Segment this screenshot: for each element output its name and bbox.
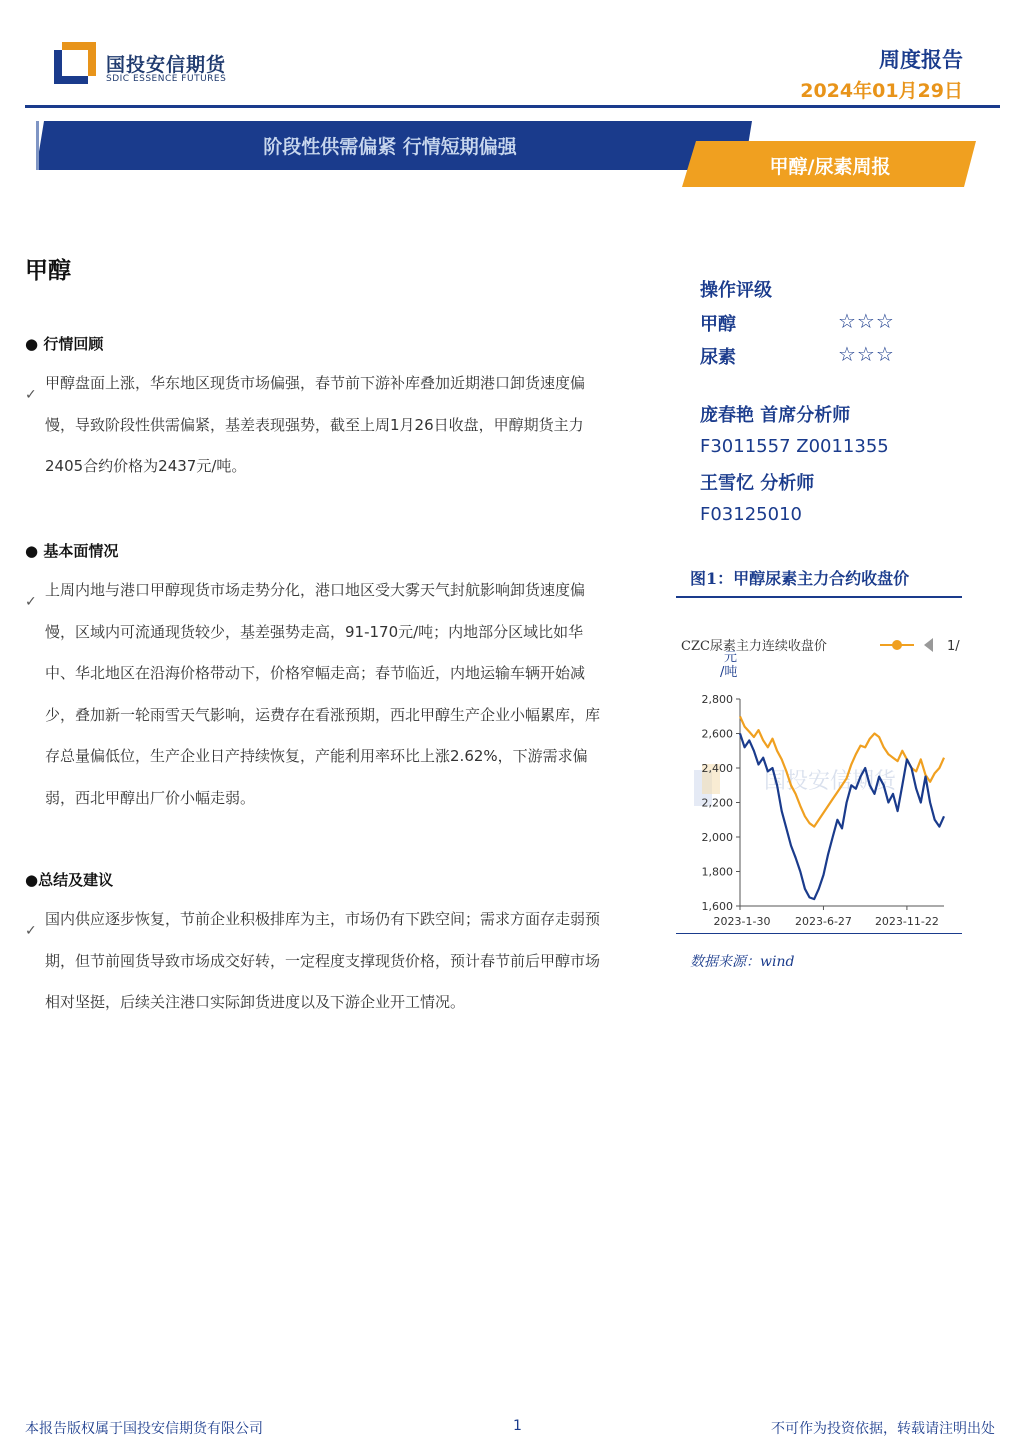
legend-marker-icon xyxy=(892,640,902,650)
star-rating-icon: ☆☆☆ xyxy=(838,309,895,333)
rating-name: 尿素 xyxy=(700,347,736,368)
report-date: 2024年01月29日 xyxy=(800,80,963,102)
header-divider xyxy=(25,105,1000,108)
footer-disclaimer: 不可作为投资依据，转载请注明出处 xyxy=(771,1421,995,1437)
star-rating-icon: ☆☆☆ xyxy=(838,342,895,366)
y-tick-label: 2,800 xyxy=(701,693,733,706)
analyst-id: F3011557 Z0011355 xyxy=(700,436,889,457)
figure-bottom-divider xyxy=(676,933,962,934)
y-tick-label: 2,000 xyxy=(701,831,733,844)
figure-divider xyxy=(676,596,962,598)
chart-axes xyxy=(702,693,945,928)
section-text-fundamentals: ✓ 上周内地与港口甲醇现货市场走势分化，港口地区受大雾天气封航影响卸货速度偏慢，区域内可流通现货较少，基差强势走高，91-170元/吨；内地部分区域比如华中、华北地区在沿海价格带动下，价格窄幅走高；春节临近，内地运输车辆开始减少，叠加新一轮雨雪天气影响，运费存在看涨预期，西北甲醇生产企业小幅累库，库存总量偏低位，生产企业日产持续恢复，产能利用率环比上涨2.62%，下游需求偏弱，西北甲醇出厂价小幅走弱。 xyxy=(25,581,601,807)
legend-label: CZC尿素主力连续收盘价 xyxy=(681,639,827,654)
report-title: 阶段性供需偏紧 行情短期偏强 xyxy=(263,136,517,158)
section-heading: 甲醇 xyxy=(25,258,71,284)
section-text-summary: ✓ 国内供应逐步恢复，节前企业积极排库为主，市场仍有下跌空间；需求方面存走弱预期，但节前囤货导致市场成交好转，一定程度支撑现货价格，预计春节前后甲醇市场相对坚挺，后续关注港口实际卸货进度以及下游企业开工情况。 xyxy=(25,910,601,1011)
check-icon: ✓ xyxy=(25,923,37,939)
y-tick-label: 1,800 xyxy=(701,865,733,879)
x-tick-label: 2023-6-27 xyxy=(794,915,852,928)
logo-icon xyxy=(54,42,96,84)
rating-title: 操作评级 xyxy=(700,280,772,301)
legend-prev-icon[interactable] xyxy=(924,638,933,652)
logo-subtext: SDIC ESSENCE FUTURES xyxy=(106,74,227,84)
page-number: 1 xyxy=(513,1418,522,1434)
chart-series xyxy=(740,716,944,899)
data-source: 数据来源：wind xyxy=(690,954,795,970)
legend-page: 1/ xyxy=(947,639,960,654)
y-tick-label: 2,400 xyxy=(701,762,733,775)
report-subtitle: 甲醇/尿素周报 xyxy=(769,156,891,178)
x-tick-label: 2023-1-30 xyxy=(713,915,771,928)
y-tick-label: 2,600 xyxy=(701,727,733,741)
analyst-name: 庞春艳 首席分析师 xyxy=(700,405,851,426)
check-icon: ✓ xyxy=(25,387,37,403)
chart-legend xyxy=(681,638,960,654)
price-chart xyxy=(676,620,962,930)
footer-copyright: 本报告版权属于国投安信期货有限公司 xyxy=(25,1421,263,1437)
x-tick-label: 2023-11-22 xyxy=(874,915,939,928)
y-axis-label: /吨 xyxy=(720,665,738,680)
report-type: 周度报告 xyxy=(879,48,963,72)
series-line-1 xyxy=(740,734,944,900)
section-text-review: ✓ 甲醇盘面上涨，华东地区现货市场偏强，春节前下游补库叠加近期港口卸货速度偏慢，导致阶段性供需偏紧，基差表现强势，截至上周1月26日收盘，甲醇期货主力2405合约价格为2437元/吨。 xyxy=(25,374,586,475)
y-tick-label: 2,200 xyxy=(701,796,733,810)
figure-title: 图1：甲醇尿素主力合约收盘价 xyxy=(690,569,910,588)
section-title-review: ● 行情回顾 xyxy=(25,335,104,353)
analyst-name: 王雪忆 分析师 xyxy=(700,473,815,494)
svg-text:国投安信期货: 国投安信期货 xyxy=(764,769,897,794)
rating-name: 甲醇 xyxy=(700,314,736,335)
section-title-summary: ●总结及建议 xyxy=(25,871,114,889)
analyst-id: F03125010 xyxy=(700,504,802,525)
section-title-fundamentals: ● 基本面情况 xyxy=(25,542,119,560)
check-icon: ✓ xyxy=(25,594,37,610)
logo-text: 国投安信期货 xyxy=(106,54,227,76)
y-axis-label: 元 xyxy=(724,650,738,665)
y-tick-label: 1,600 xyxy=(701,900,733,913)
